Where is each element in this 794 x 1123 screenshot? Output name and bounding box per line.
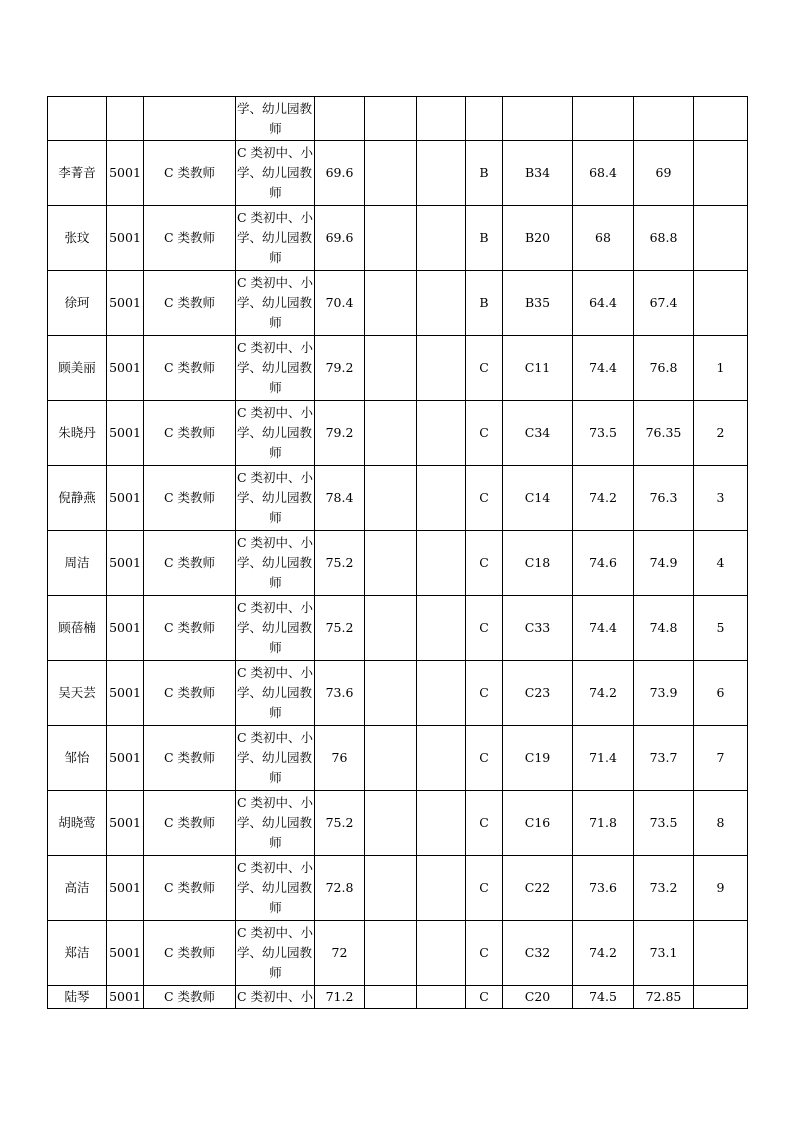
post-line: 师: [269, 835, 282, 850]
table-row: [48, 661, 748, 726]
total-score-cell: [634, 97, 694, 141]
post-cell: [236, 271, 315, 336]
total-score-cell: 72.85: [634, 986, 694, 1009]
written-score-cell: 76: [315, 726, 365, 791]
rank-cell: [694, 921, 748, 986]
empty-cell: [365, 336, 417, 401]
table-row: [48, 97, 748, 141]
seat-cell: C22: [503, 856, 573, 921]
category-cell: C 类教师: [144, 661, 236, 726]
written-score-cell: 73.6: [315, 661, 365, 726]
written-score-cell: 75.2: [315, 531, 365, 596]
seat-cell: C33: [503, 596, 573, 661]
rank-cell: 3: [694, 466, 748, 531]
category-cell: C 类教师: [144, 856, 236, 921]
post-line: 学、幼儿园教: [237, 425, 313, 440]
post-line: 学、幼儿园教: [237, 620, 313, 635]
name-cell: 郑洁: [48, 921, 107, 986]
post-cell: [236, 466, 315, 531]
category-cell: C 类教师: [144, 986, 236, 1009]
total-score-cell: 69: [634, 141, 694, 206]
name-cell: 朱晓丹: [48, 401, 107, 466]
category-cell: C 类教师: [144, 336, 236, 401]
post-line: C 类初中、小: [237, 665, 314, 680]
table-row: [48, 271, 748, 336]
group-cell: C: [466, 726, 503, 791]
empty-cell: [417, 726, 466, 791]
total-score-cell: 73.9: [634, 661, 694, 726]
total-score-cell: 73.1: [634, 921, 694, 986]
empty-cell: [365, 466, 417, 531]
interview-score-cell: 71.8: [573, 791, 634, 856]
post-line: 师: [269, 965, 282, 980]
empty-cell: [365, 141, 417, 206]
interview-score-cell: 74.2: [573, 466, 634, 531]
seat-cell: C20: [503, 986, 573, 1009]
name-cell: 吴天芸: [48, 661, 107, 726]
seat-cell: C16: [503, 791, 573, 856]
code-cell: 5001: [107, 921, 144, 986]
written-score-cell: 78.4: [315, 466, 365, 531]
post-line: C 类初中、小: [237, 925, 314, 940]
seat-cell: B34: [503, 141, 573, 206]
seat-cell: [503, 97, 573, 141]
rank-cell: [694, 97, 748, 141]
code-cell: 5001: [107, 206, 144, 271]
written-score-cell: 72: [315, 921, 365, 986]
rank-cell: [694, 986, 748, 1009]
post-line: C 类初中、小: [237, 340, 314, 355]
empty-cell: [417, 97, 466, 141]
table-row: [48, 336, 748, 401]
empty-cell: [417, 791, 466, 856]
code-cell: 5001: [107, 661, 144, 726]
post-line: C 类初中、小: [237, 470, 314, 485]
post-line: C 类初中、小: [237, 600, 314, 615]
post-cell: [236, 531, 315, 596]
group-cell: C: [466, 661, 503, 726]
post-line: 学、幼儿园教: [237, 555, 313, 570]
rank-cell: 8: [694, 791, 748, 856]
post-line: 师: [269, 510, 282, 525]
post-line: 师: [269, 770, 282, 785]
post-cell: [236, 206, 315, 271]
seat-cell: C19: [503, 726, 573, 791]
interview-score-cell: [573, 97, 634, 141]
total-score-cell: 73.2: [634, 856, 694, 921]
category-cell: C 类教师: [144, 271, 236, 336]
post-line: 师: [269, 380, 282, 395]
empty-cell: [417, 206, 466, 271]
empty-cell: [417, 661, 466, 726]
code-cell: 5001: [107, 336, 144, 401]
code-cell: 5001: [107, 596, 144, 661]
post-cell: [236, 141, 315, 206]
post-line: 学、幼儿园教: [237, 100, 313, 116]
category-cell: C 类教师: [144, 206, 236, 271]
written-score-cell: 69.6: [315, 206, 365, 271]
post-line: C 类初中、小: [237, 145, 314, 160]
rank-cell: 9: [694, 856, 748, 921]
code-cell: 5001: [107, 141, 144, 206]
empty-cell: [365, 661, 417, 726]
code-cell: 5001: [107, 531, 144, 596]
interview-score-cell: 74.4: [573, 336, 634, 401]
score-table: [47, 96, 748, 1009]
post-line: 学、幼儿园教: [237, 750, 313, 765]
code-cell: 5001: [107, 986, 144, 1009]
seat-cell: C18: [503, 531, 573, 596]
post-line: C 类初中、小: [237, 989, 314, 1004]
empty-cell: [365, 986, 417, 1009]
empty-cell: [417, 271, 466, 336]
name-cell: 胡晓莺: [48, 791, 107, 856]
written-score-cell: 69.6: [315, 141, 365, 206]
empty-cell: [417, 401, 466, 466]
rank-cell: 1: [694, 336, 748, 401]
group-cell: C: [466, 596, 503, 661]
name-cell: 陆琴: [48, 986, 107, 1009]
post-line: 师: [269, 315, 282, 330]
group-cell: C: [466, 401, 503, 466]
rank-cell: [694, 271, 748, 336]
code-cell: 5001: [107, 726, 144, 791]
total-score-cell: 76.8: [634, 336, 694, 401]
post-line: 师: [269, 185, 282, 200]
code-cell: 5001: [107, 271, 144, 336]
post-line: 学、幼儿园教: [237, 945, 313, 960]
post-cell: [236, 726, 315, 791]
category-cell: C 类教师: [144, 141, 236, 206]
interview-score-cell: 73.6: [573, 856, 634, 921]
empty-cell: [365, 531, 417, 596]
rank-cell: 4: [694, 531, 748, 596]
total-score-cell: 76.35: [634, 401, 694, 466]
category-cell: C 类教师: [144, 531, 236, 596]
name-cell: 顾蓓楠: [48, 596, 107, 661]
post-line: 学、幼儿园教: [237, 685, 313, 700]
empty-cell: [417, 531, 466, 596]
interview-score-cell: 74.2: [573, 661, 634, 726]
post-line: 学、幼儿园教: [237, 360, 313, 375]
post-cell: [236, 791, 315, 856]
total-score-cell: 73.7: [634, 726, 694, 791]
interview-score-cell: 68: [573, 206, 634, 271]
table-row: [48, 596, 748, 661]
interview-score-cell: 64.4: [573, 271, 634, 336]
table-row: [48, 986, 748, 1009]
post-line: C 类初中、小: [237, 730, 314, 745]
rank-cell: 2: [694, 401, 748, 466]
post-line: 师: [269, 900, 282, 915]
name-cell: 张玟: [48, 206, 107, 271]
post-cell: [236, 336, 315, 401]
post-line: 师: [269, 250, 282, 265]
table-row: [48, 466, 748, 531]
group-cell: C: [466, 921, 503, 986]
post-line: 师: [269, 705, 282, 720]
written-score-cell: 71.2: [315, 986, 365, 1009]
interview-score-cell: 74.4: [573, 596, 634, 661]
interview-score-cell: 73.5: [573, 401, 634, 466]
name-cell: 邹怡: [48, 726, 107, 791]
interview-score-cell: 68.4: [573, 141, 634, 206]
written-score-cell: 75.2: [315, 596, 365, 661]
post-cell: [236, 856, 315, 921]
category-cell: C 类教师: [144, 401, 236, 466]
table-row: [48, 401, 748, 466]
table-row: [48, 141, 748, 206]
total-score-cell: 74.8: [634, 596, 694, 661]
total-score-cell: 73.5: [634, 791, 694, 856]
group-cell: B: [466, 141, 503, 206]
post-cell: [236, 921, 315, 986]
code-cell: 5001: [107, 856, 144, 921]
seat-cell: C11: [503, 336, 573, 401]
rank-cell: [694, 206, 748, 271]
category-cell: C 类教师: [144, 791, 236, 856]
rank-cell: 6: [694, 661, 748, 726]
post-cell: [236, 986, 315, 1009]
seat-cell: B35: [503, 271, 573, 336]
post-line: C 类初中、小: [237, 860, 314, 875]
post-line: 学、幼儿园教: [237, 295, 313, 310]
category-cell: C 类教师: [144, 466, 236, 531]
written-score-cell: 75.2: [315, 791, 365, 856]
table-row: [48, 921, 748, 986]
total-score-cell: 76.3: [634, 466, 694, 531]
empty-cell: [417, 336, 466, 401]
empty-cell: [365, 921, 417, 986]
name-cell: 李菁音: [48, 141, 107, 206]
empty-cell: [365, 596, 417, 661]
post-line: 学、幼儿园教: [237, 815, 313, 830]
empty-cell: [365, 206, 417, 271]
empty-cell: [365, 271, 417, 336]
post-cell: [236, 401, 315, 466]
group-cell: C: [466, 856, 503, 921]
category-cell: C 类教师: [144, 726, 236, 791]
name-cell: 高洁: [48, 856, 107, 921]
post-line: 师: [269, 445, 282, 460]
post-line: C 类初中、小: [237, 795, 314, 810]
code-cell: [107, 97, 144, 141]
post-line: 师: [269, 640, 282, 655]
post-line: 师: [269, 575, 282, 590]
name-cell: 徐珂: [48, 271, 107, 336]
post-line: 学、幼儿园教: [237, 880, 313, 895]
total-score-cell: 67.4: [634, 271, 694, 336]
empty-cell: [365, 791, 417, 856]
group-cell: C: [466, 986, 503, 1009]
empty-cell: [365, 856, 417, 921]
post-line: C 类初中、小: [237, 210, 314, 225]
table-body: [48, 97, 748, 1009]
post-line: C 类初中、小: [237, 405, 314, 420]
group-cell: B: [466, 271, 503, 336]
seat-cell: C34: [503, 401, 573, 466]
group-cell: C: [466, 531, 503, 596]
seat-cell: C14: [503, 466, 573, 531]
seat-cell: C23: [503, 661, 573, 726]
category-cell: C 类教师: [144, 921, 236, 986]
empty-cell: [417, 466, 466, 531]
seat-cell: C32: [503, 921, 573, 986]
name-cell: 顾美丽: [48, 336, 107, 401]
group-cell: C: [466, 791, 503, 856]
post-line: C 类初中、小: [237, 275, 314, 290]
group-cell: C: [466, 336, 503, 401]
interview-score-cell: 74.5: [573, 986, 634, 1009]
post-line: 学、幼儿园教: [237, 165, 313, 180]
interview-score-cell: 74.6: [573, 531, 634, 596]
code-cell: 5001: [107, 401, 144, 466]
table-row: [48, 206, 748, 271]
table-row: [48, 726, 748, 791]
empty-cell: [365, 726, 417, 791]
interview-score-cell: 71.4: [573, 726, 634, 791]
rank-cell: [694, 141, 748, 206]
written-score-cell: 79.2: [315, 336, 365, 401]
empty-cell: [417, 141, 466, 206]
post-cell: [236, 661, 315, 726]
code-cell: 5001: [107, 466, 144, 531]
empty-cell: [365, 401, 417, 466]
rank-cell: 7: [694, 726, 748, 791]
total-score-cell: 74.9: [634, 531, 694, 596]
empty-cell: [417, 596, 466, 661]
category-cell: C 类教师: [144, 596, 236, 661]
empty-cell: [417, 986, 466, 1009]
post-line: 学、幼儿园教: [237, 230, 313, 245]
post-line: 学、幼儿园教: [237, 490, 313, 505]
rank-cell: 5: [694, 596, 748, 661]
group-cell: B: [466, 206, 503, 271]
group-cell: [466, 97, 503, 141]
written-score-cell: [315, 97, 365, 141]
total-score-cell: 68.8: [634, 206, 694, 271]
empty-cell: [417, 856, 466, 921]
code-cell: 5001: [107, 791, 144, 856]
written-score-cell: 72.8: [315, 856, 365, 921]
table-row: [48, 531, 748, 596]
name-cell: 周洁: [48, 531, 107, 596]
empty-cell: [417, 921, 466, 986]
written-score-cell: 79.2: [315, 401, 365, 466]
table-row: [48, 856, 748, 921]
table-row: [48, 791, 748, 856]
post-cell: [236, 596, 315, 661]
empty-cell: [365, 97, 417, 141]
post-line: C 类初中、小: [237, 535, 314, 550]
name-cell: 倪静燕: [48, 466, 107, 531]
interview-score-cell: 74.2: [573, 921, 634, 986]
seat-cell: B20: [503, 206, 573, 271]
group-cell: C: [466, 466, 503, 531]
post-line: 师: [269, 120, 282, 136]
post-cell: [236, 97, 315, 141]
written-score-cell: 70.4: [315, 271, 365, 336]
category-cell: [144, 97, 236, 141]
name-cell: [48, 97, 107, 141]
